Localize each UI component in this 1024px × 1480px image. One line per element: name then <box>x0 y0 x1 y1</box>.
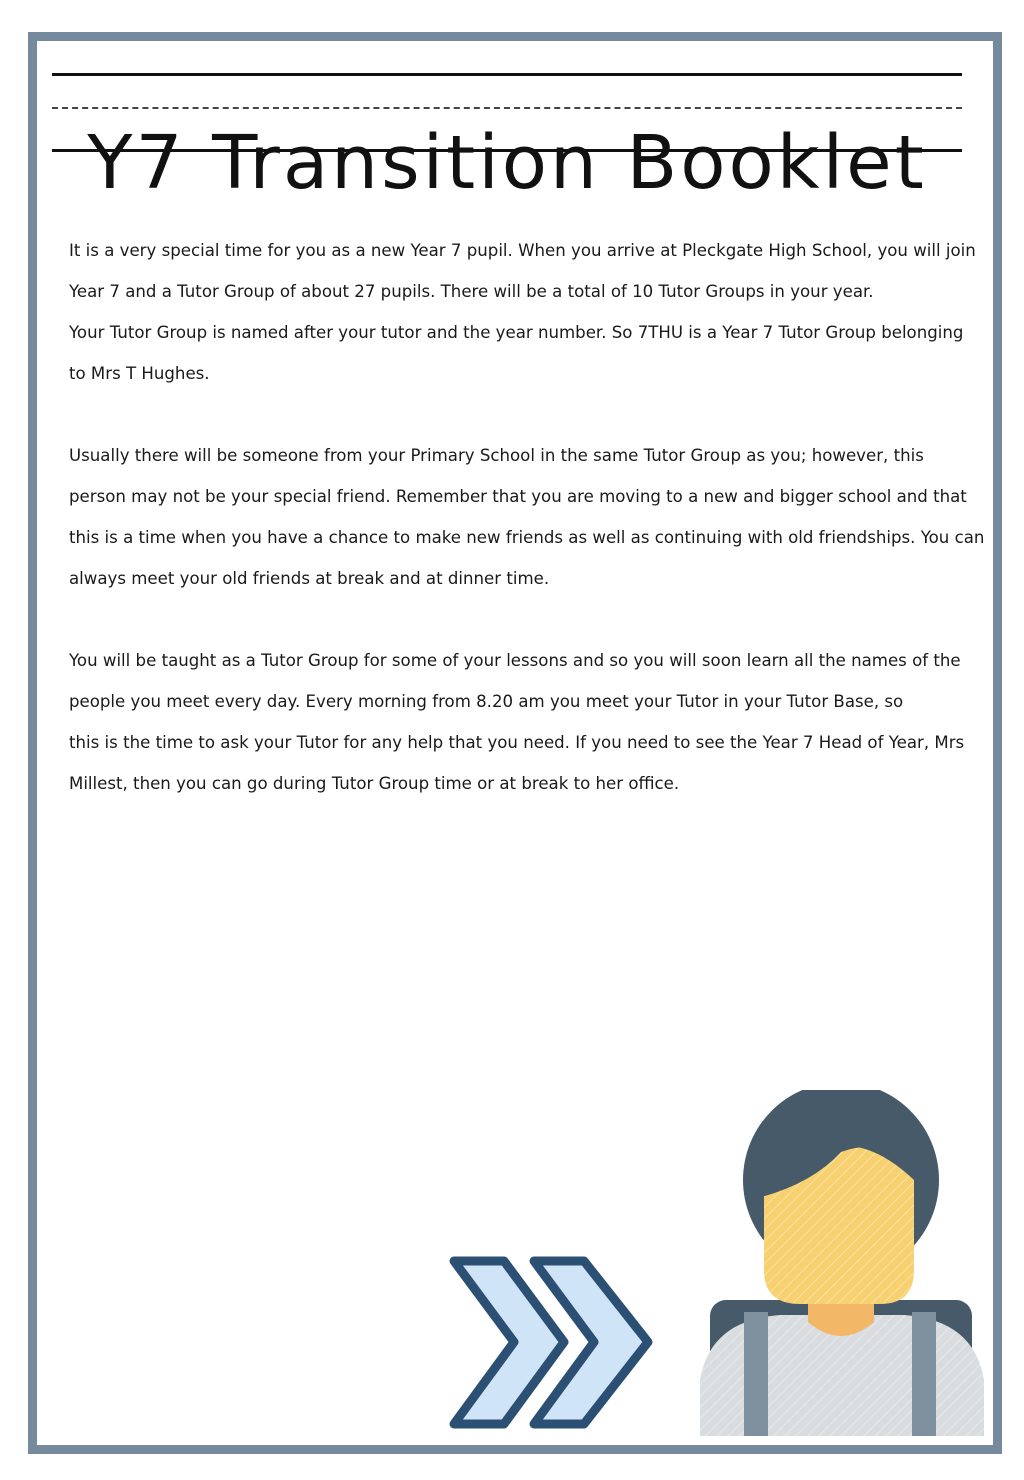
text-line: Millest, then you can go during Tutor Group time or at break to her office. <box>69 774 680 793</box>
paragraph-friends <box>69 435 985 599</box>
text-line: Year 7 and a Tutor Group of about 27 pupils. There will be a total of 10 Tutor Groups in your year. <box>69 282 874 301</box>
title-banner <box>52 70 962 206</box>
body-text <box>69 230 985 804</box>
backpack-strap-left <box>744 1312 768 1436</box>
text-line: It is a very special time for you as a new Year 7 pupil. When you arrive at Pleckgate High School, you will join <box>69 241 976 260</box>
text-line: You will be taught as a Tutor Group for some of your lessons and so you will soon learn all the names of the <box>69 651 961 670</box>
text-line: this is a time when you have a chance to make new friends as well as continuing with old friendships. You can <box>69 528 985 547</box>
text-line: people you meet every day. Every morning from 8.20 am you meet your Tutor in your Tutor Base, so <box>69 692 904 711</box>
pupil-with-backpack-icon <box>700 1090 984 1436</box>
paragraph-lessons <box>69 640 965 804</box>
text-line: person may not be your special friend. Remember that you are moving to a new and bigger school and that <box>69 487 967 506</box>
double-chevron-right-icon <box>448 1255 658 1430</box>
paragraph-tutor-group <box>69 230 976 394</box>
text-line: Usually there will be someone from your Primary School in the same Tutor Group as you; however, this <box>69 446 924 465</box>
paragraph-gap <box>69 394 959 435</box>
text-line: this is the time to ask your Tutor for any help that you need. If you need to see the Year 7 Head of Year, Mrs <box>69 733 965 752</box>
text-line: to Mrs T Hughes. <box>69 364 210 383</box>
backpack-strap-right <box>912 1312 936 1436</box>
text-line: always meet your old friends at break and at dinner time. <box>69 569 550 588</box>
page-title: Y7 Transition Booklet <box>87 119 927 206</box>
paragraph-gap <box>69 599 959 640</box>
title-dotted-guide <box>52 107 962 109</box>
text-line: Your Tutor Group is named after your tutor and the year number. So 7THU is a Year 7 Tutor Group belonging <box>69 323 964 342</box>
title-top-rule <box>52 73 962 76</box>
